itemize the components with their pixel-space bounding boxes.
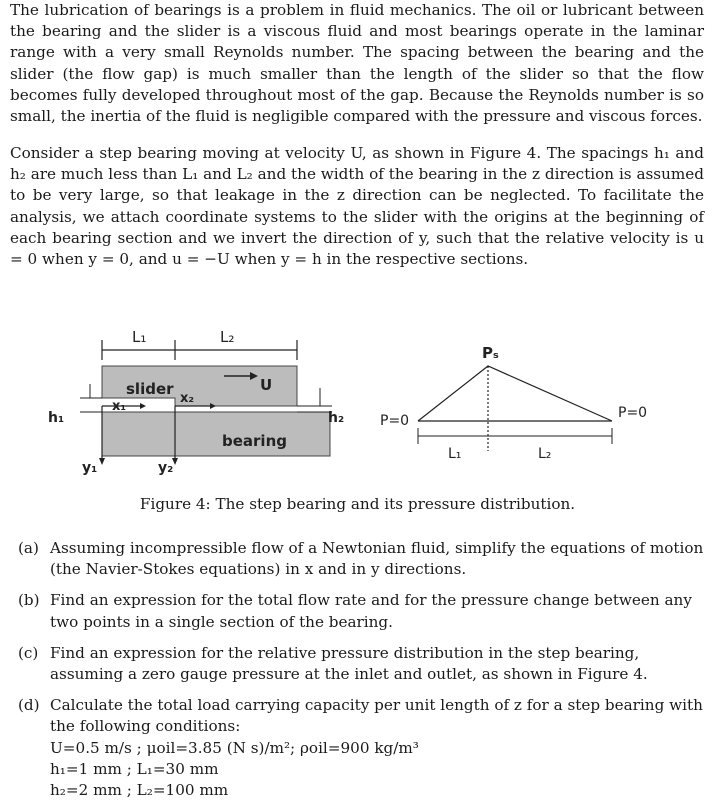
question-list [18, 538, 706, 811]
y2-label: y₂ [158, 460, 174, 476]
pressure-profile [418, 366, 612, 421]
x2-label: x₂ [180, 391, 195, 406]
pressure-L1-label: L₁ [448, 446, 462, 462]
question-text: Find an expression for the total flow rate and for the pressure change between any two points in a single section of the bearing. [50, 591, 692, 631]
question-b [18, 590, 706, 632]
slider-label: slider [126, 380, 174, 398]
y1-label: y₁ [82, 460, 98, 476]
p0-right-label: P=0 [618, 405, 648, 421]
condition-line: h₂=2 mm ; L₂=100 mm [50, 780, 229, 799]
x1-axis-arrowhead [140, 403, 146, 409]
question-label: (c) [18, 643, 39, 662]
h1-label: h₁ [48, 410, 65, 426]
condition-line: U=0.5 m/s ; μoil=3.85 (N s)/m²; ρoil=900 kg/m³ [50, 738, 419, 757]
question-text: Assuming incompressible flow of a Newtonian fluid, simplify the equations of motion (the Navier-Stokes equations) in x and in y directions. [50, 539, 704, 579]
question-a [18, 538, 706, 580]
dim-L2-label: L₂ [220, 328, 235, 346]
h2-label: h₂ [328, 410, 345, 426]
p0-left-label: P=0 [380, 413, 410, 429]
question-text: Calculate the total load carrying capacity per unit length of z for a step bearing with the following conditions: [50, 696, 703, 736]
intro-paragraph: The lubrication of bearings is a problem in fluid mechanics. The oil or lubricant between the bearing and the slider is a viscous fluid and most bearings operate in the laminar range with a very small Reynolds number. The spacing between the bearing and the slider (the flow gap) is much smaller than the length of the slider so that the flow becomes fully developed throughout most of the gap. Because the Reynolds number is so small, the inertia of the fluid is negligible compared with the pressure and viscous forces. [10, 1, 704, 126]
question-d [18, 695, 706, 800]
question-label: (a) [18, 539, 39, 557]
dim-L1-label: L₁ [132, 328, 147, 346]
condition-line: h₁=1 mm ; L₁=30 mm [50, 759, 219, 778]
ps-label: Pₛ [482, 344, 499, 362]
figure-caption: Figure 4: The step bearing and its pressure distribution. [139, 495, 576, 513]
question-label: (b) [18, 591, 40, 610]
setup-paragraph: Consider a step bearing moving at velocity U, as shown in Figure 4. The spacings h₁ and h₂ are much less than L₁ and L₂ and the width of the bearing in the z direction is assumed to be very large, so that leakage in the z direction can be neglected. To facilitate the analysis, we attach coordinate systems to the slider with the origins at the beginning of each bearing section and we invert the direction of y, such that the relative velocity is u = 0 when y = 0, and u = −U when y = h in the respective sections. [10, 144, 704, 269]
question-c [18, 643, 706, 685]
question-text: Find an expression for the relative pressure distribution in the step bearing, assuming a zero gauge pressure at the inlet and outlet, as shown in Figure 4. [50, 643, 648, 684]
pressure-L2-label: L₂ [538, 446, 552, 462]
x1-label: x₁ [112, 399, 127, 414]
step-bearing-figure [40, 318, 700, 483]
bearing-block [102, 412, 330, 456]
velocity-label: U [260, 376, 273, 394]
question-label: (d) [18, 696, 40, 715]
y1-axis-arrowhead [99, 458, 105, 465]
bearing-label: bearing [222, 432, 287, 450]
